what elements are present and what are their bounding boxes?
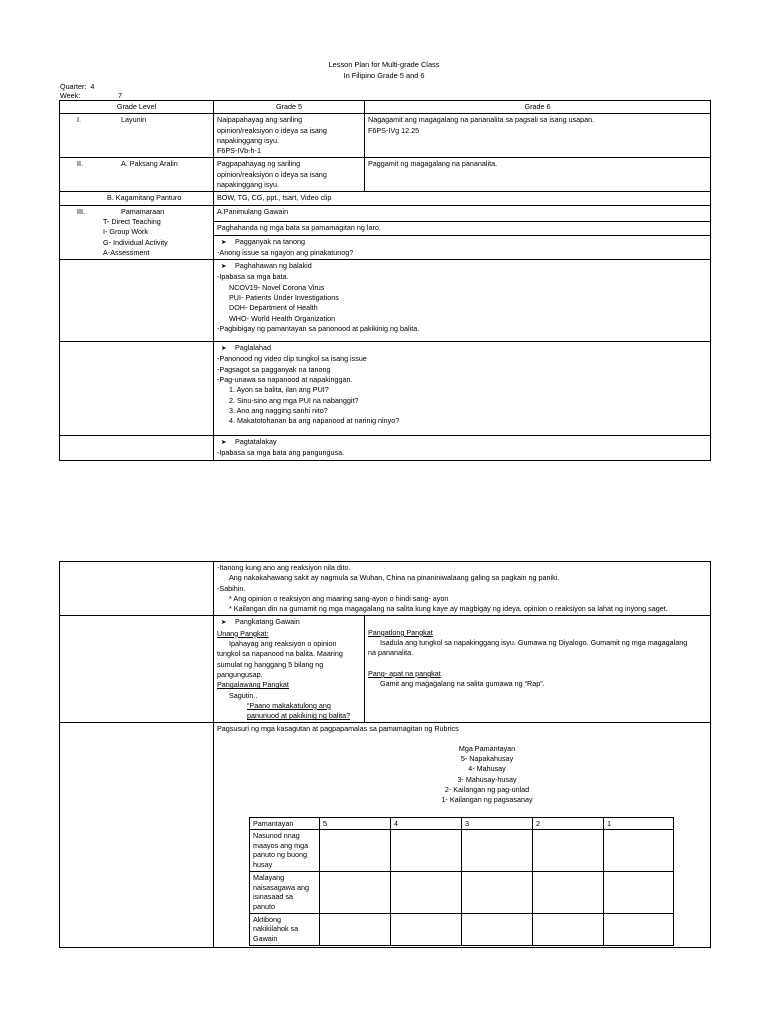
text-line: -Pagbibigay ng pamantayan sa panonood at pakikinig ng balita. bbox=[217, 323, 420, 333]
paghahawan-row bbox=[60, 260, 711, 342]
rubric-header: 3 bbox=[462, 817, 533, 830]
lesson-plan-table-2 bbox=[59, 561, 711, 948]
layunin-grade5-cell bbox=[214, 114, 365, 158]
question-line: panunuod at pakikinig ng balita? bbox=[247, 711, 351, 721]
text-line: -Ipabasa sa mga bata ang pangungusa. bbox=[217, 448, 345, 458]
pagtatalakay-bullet: ➤ Pagtatalakay bbox=[217, 437, 707, 448]
layunin-grade6-cell bbox=[365, 114, 711, 158]
grade-level-header: Grade Level bbox=[60, 101, 214, 114]
text-line: panuto ng buong bbox=[253, 850, 307, 860]
kagamitang-label-cell bbox=[60, 192, 214, 205]
score-cell[interactable] bbox=[533, 913, 604, 945]
layunin-label: Layunin bbox=[121, 115, 147, 125]
rubric-header: Pamantayan bbox=[250, 817, 320, 830]
term-line: DOH- Department of Health bbox=[229, 303, 318, 313]
quarter-label: Quarter: bbox=[60, 82, 87, 91]
paksang-aralin-label: A. Paksang Aralin bbox=[121, 159, 178, 169]
text-line: nakikilahok sa bbox=[253, 924, 299, 934]
legend-item: I- Group Work bbox=[103, 227, 148, 237]
kagamitang-value: BOW, TG, CG, ppt., tsart, Video clip bbox=[214, 192, 711, 205]
criterion-cell bbox=[250, 913, 320, 945]
paglalahad-bullet: ➤ Paglalahad bbox=[217, 343, 707, 354]
scale-item: 2- Kailangan ng pag-unlad bbox=[444, 784, 530, 794]
text-line: Nagagamit ang magagalang na pananalita sa pagsali sa isang usapan. bbox=[368, 115, 595, 125]
layunin-row bbox=[60, 114, 711, 158]
pagganyak-question: -Anong issue sa ngayon ang pinakatunog? bbox=[217, 247, 354, 257]
empty-cell bbox=[60, 723, 214, 947]
panimulang-gawain: A.Panimulang Gawain bbox=[214, 205, 711, 222]
question-line: “Paano makakatulong ang bbox=[247, 700, 331, 710]
question-line: 2. Sinu-sino ang mga PUI na nabanggit? bbox=[229, 395, 359, 405]
group1-title: Unang Pangkat: bbox=[217, 628, 269, 638]
score-cell[interactable] bbox=[391, 913, 462, 945]
score-cell[interactable] bbox=[604, 830, 674, 872]
pagtatalakay-cell bbox=[214, 436, 711, 461]
text-line: -Sabihin. bbox=[217, 583, 246, 593]
header-row bbox=[60, 101, 711, 114]
text-line: Nasunod nnag bbox=[253, 831, 300, 841]
text-line: napakinggang isyu. bbox=[217, 180, 279, 190]
reaksiyon-row bbox=[60, 562, 711, 616]
competency-code: F6PS-IVb-h-1 bbox=[217, 146, 261, 156]
pangkatang-gawain-bullet: ➤ Pangkatang Gawain bbox=[217, 617, 361, 628]
criterion-cell bbox=[250, 830, 320, 872]
text-line: pangungusap. bbox=[217, 669, 263, 679]
scale-block bbox=[217, 744, 707, 806]
week-label: Week: bbox=[60, 91, 81, 100]
scale-title: Mga Pamantayan bbox=[458, 743, 516, 753]
text-line: Ang nakakahawang sakit ay nagmula sa Wuhan, China na pinaniniwalaang galing sa pagkain ng paniki. bbox=[229, 573, 560, 583]
term-line: NCOV19- Novel Corona Virus bbox=[229, 282, 325, 292]
reaksiyon-cell bbox=[214, 562, 711, 616]
criterion-cell bbox=[250, 872, 320, 913]
question-line: 4. Makatotohanan ba ang napanood at narinig ninyo? bbox=[229, 416, 400, 426]
empty-cell bbox=[60, 260, 214, 342]
pamamaraan-label-cell bbox=[60, 205, 214, 259]
rubric-header: 2 bbox=[533, 817, 604, 830]
score-cell[interactable] bbox=[391, 872, 462, 913]
text-line: opinion/reaksiyon o ideya sa isang bbox=[217, 169, 327, 179]
text-line: naisasagawa ang bbox=[253, 882, 309, 892]
text-line: Naipapahayag ang sariling bbox=[217, 115, 303, 125]
week-line bbox=[60, 91, 122, 100]
rubric-row bbox=[250, 913, 674, 945]
pamamaraan-label: Pamamaraan bbox=[121, 206, 165, 216]
paksang-aralin-row bbox=[60, 158, 711, 192]
score-cell[interactable] bbox=[604, 913, 674, 945]
pangkat-left-cell bbox=[214, 616, 365, 723]
rubrics-intro: Pagsusuri ng mga kasagutan at pagpapamalas sa pamamagitan ng Rubrics bbox=[217, 724, 459, 734]
empty-cell bbox=[60, 562, 214, 616]
paksang-aralin-grade5-cell bbox=[214, 158, 365, 192]
roman-num-2: II. bbox=[77, 159, 83, 169]
laro-line: Paghahanda ng mga bata sa pamamagitan ng laro. bbox=[214, 222, 710, 235]
roman-num-1: I. bbox=[77, 115, 81, 125]
paksang-aralin-label-cell bbox=[60, 158, 214, 192]
text-line: -Ipabasa sa mga bata. bbox=[217, 272, 289, 282]
pangkat-right-cell bbox=[365, 616, 711, 723]
legend-item: T- Direct Teaching bbox=[103, 216, 161, 226]
text-line: Gawain bbox=[253, 933, 278, 943]
pagganyak-cell bbox=[214, 222, 711, 260]
text-line: Gamit ang magagalang na salita gumawa ng “Rap”. bbox=[380, 679, 545, 689]
empty-cell bbox=[60, 436, 214, 461]
score-cell[interactable] bbox=[462, 913, 533, 945]
legend-item: G- Individual Activity bbox=[103, 237, 168, 247]
pagganyak-bullet: ➤ Pagganyak na tanong bbox=[217, 237, 707, 248]
rubric-row bbox=[250, 830, 674, 872]
question-line: 1. Ayon sa balita, ilan ang PUI? bbox=[229, 385, 329, 395]
text-line: na pananalita. bbox=[368, 648, 414, 658]
paghahawan-bullet: ➤ Paghahawan ng balakid bbox=[217, 261, 707, 272]
text-line: -Itanong kung ano ang reaksiyon nila dito. bbox=[217, 563, 351, 572]
rubric-header: 5 bbox=[320, 817, 391, 830]
text-line: -Pagsagot sa pagganyak na tanong bbox=[217, 364, 331, 374]
term-line: PUI- Patients Under Investigations bbox=[229, 293, 339, 303]
layunin-label-cell bbox=[60, 114, 214, 158]
text-line: panuto bbox=[253, 901, 275, 911]
competency-code: F6PS-IVg 12.25 bbox=[368, 125, 420, 135]
note-line: * Kailangan din na gumamit ng mga magagalang na salita kung kaye ay magbigay ng ideya, opinion o reaksiyon sa lahat ng inyong saget. bbox=[229, 604, 668, 614]
lesson-plan-table-1 bbox=[59, 100, 711, 461]
paglalahad-cell bbox=[214, 342, 711, 436]
rubric-table bbox=[249, 817, 674, 946]
grade5-header: Grade 5 bbox=[214, 101, 365, 114]
grade6-header: Grade 6 bbox=[365, 101, 711, 114]
week-value: 7 bbox=[118, 91, 122, 100]
rubric-row bbox=[250, 872, 674, 913]
score-cell[interactable] bbox=[604, 872, 674, 913]
text-line: -Pag-unawa sa napanood at napakinggan. bbox=[217, 375, 353, 385]
rubric-header: 4 bbox=[391, 817, 462, 830]
group4-title: Pang- apat na pangkat bbox=[368, 668, 441, 678]
pangkatang-gawain-row bbox=[60, 616, 711, 723]
document-title: Lesson Plan for Multi-grade Class bbox=[328, 60, 440, 69]
score-cell[interactable] bbox=[462, 872, 533, 913]
empty-cell bbox=[60, 342, 214, 436]
pagtatalakay-row bbox=[60, 436, 711, 461]
text-line: sumulat ng hanggang 5 bilang ng bbox=[217, 659, 324, 669]
pamamaraan-row bbox=[60, 205, 711, 222]
kagamitang-label: B. Kagamitang Panturo bbox=[107, 193, 182, 203]
group2-title: Pangalawang Pangkat bbox=[217, 680, 289, 690]
kagamitang-row bbox=[60, 192, 711, 205]
roman-num-3: III. bbox=[77, 206, 85, 216]
text-line: Sagutin.. bbox=[229, 690, 258, 700]
text-line: isinasaad sa bbox=[253, 892, 293, 902]
empty-cell bbox=[60, 616, 214, 723]
text-line: Ipahayag ang reaksiyon o opinion bbox=[229, 639, 337, 649]
rubric-header: 1 bbox=[604, 817, 674, 830]
score-cell[interactable] bbox=[320, 830, 391, 872]
text-line: maayos ang mga bbox=[253, 840, 309, 850]
paghahawan-cell bbox=[214, 260, 711, 342]
text-line: husay bbox=[253, 859, 273, 869]
text-line: Aktibong bbox=[253, 914, 281, 924]
scale-item: 4- Mahusay bbox=[468, 764, 506, 774]
text-line: Malayang bbox=[253, 873, 285, 883]
text-line: -Panonood ng video clip tungkol sa isang issue bbox=[217, 354, 367, 364]
score-cell[interactable] bbox=[533, 872, 604, 913]
rubrics-row bbox=[60, 723, 711, 947]
quarter-value: 4 bbox=[90, 82, 95, 91]
rubrics-cell bbox=[214, 723, 711, 947]
text-line: Pagpapahayag ng sariling bbox=[217, 159, 301, 169]
score-cell[interactable] bbox=[533, 830, 604, 872]
score-cell[interactable] bbox=[320, 913, 391, 945]
scale-item: 5- Napakahusay bbox=[460, 754, 514, 764]
text-line: Isadula ang tungkol sa napakinggang isyu. Gumawa ng Diyalogo. Gumamit ng mga magagalang bbox=[380, 638, 688, 648]
quarter-line bbox=[60, 82, 94, 91]
paglalahad-row bbox=[60, 342, 711, 436]
score-cell[interactable] bbox=[391, 830, 462, 872]
question-line: 3. Ano ang nagging sanhi nito? bbox=[229, 405, 328, 415]
scale-item: 1- Kailangan ng pagsasanay bbox=[441, 795, 533, 805]
rubric-header-row bbox=[250, 817, 674, 830]
note-line: * Ang opinion o reaksiyon ang maaring sang-ayon o hindi sang- ayon bbox=[229, 593, 449, 603]
group3-title: Pangatlong Pangkat bbox=[368, 627, 433, 637]
scale-item: 3- Mahusay-husay bbox=[457, 774, 517, 784]
score-cell[interactable] bbox=[462, 830, 533, 872]
term-line: WHO- World Health Organization bbox=[229, 313, 336, 323]
text-line: napakinggang isyu. bbox=[217, 135, 279, 145]
text-line: opinion/reaksiyon o ideya sa isang bbox=[217, 125, 327, 135]
document-subtitle: In Filipino Grade 5 and 6 bbox=[343, 71, 425, 80]
paksang-aralin-grade6-cell: Paggamit ng magagalang na pananalita. bbox=[365, 158, 711, 192]
score-cell[interactable] bbox=[320, 872, 391, 913]
legend-item: A-Assessment bbox=[103, 247, 150, 257]
text-line: tungkol sa napanood na balita. Maaring bbox=[217, 649, 343, 659]
